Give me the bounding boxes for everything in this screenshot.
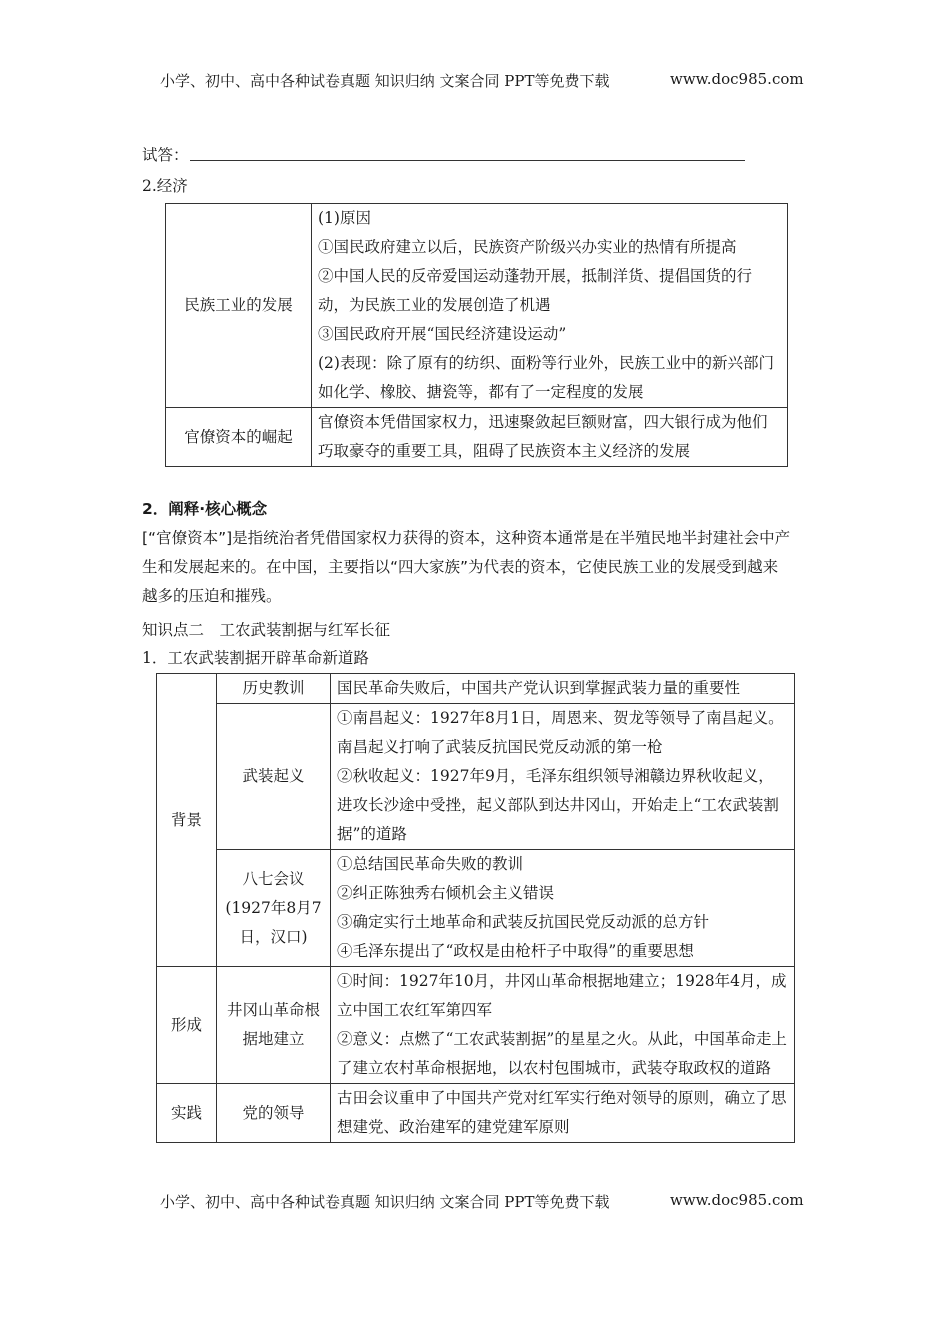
content-line: 古田会议重申了中国共产党对红军实行绝对领导的原则，确立了思想建党、政治建军的建党建军原则 <box>337 1089 787 1136</box>
footer-text: 小学、初中、高中各种试卷真题 知识归纳 文案合同 PPT等免费下载 <box>160 1193 610 1211</box>
table-row <box>157 850 795 967</box>
group-label-background: 背景 <box>157 674 217 967</box>
content-line: 官僚资本凭借国家权力，迅速聚敛起巨额财富，四大银行成为他们巧取豪夺的重要工具，阻碍了民族资本主义经济的发展 <box>318 413 768 460</box>
content-line: ①时间：1927年10月，井冈山革命根据地建立；1928年4月，成立中国工农红军第四军 <box>337 972 787 1019</box>
content-line: ④毛泽东提出了“政权是由枪杆子中取得”的重要思想 <box>337 942 694 960</box>
content-line: ③国民政府开展“国民经济建设运动” <box>318 325 567 343</box>
content-line: ②秋收起义：1927年9月，毛泽东组织领导湘赣边界秋收起义，进攻长沙途中受挫，起义部队到达井冈山，开始走上“工农武装割据”的道路 <box>337 767 779 843</box>
row-content <box>331 967 795 1084</box>
table-row <box>157 674 795 704</box>
content-line: ③确定实行土地革命和武装反抗国民党反动派的总方针 <box>337 913 710 931</box>
page-footer <box>160 1191 804 1212</box>
content-line: ②中国人民的反帝爱国运动蓬勃开展，抵制洋货、提倡国货的行动，为民族工业的发展创造了机遇 <box>318 267 753 314</box>
knowledge-subtitle: 1．工农武装割据开辟革命新道路 <box>142 649 369 667</box>
row-label: 八七会议(1927年8月7日，汉口) <box>217 850 331 967</box>
row-label: 历史教训 <box>217 674 331 704</box>
concept-title: 2．阐释·核心概念 <box>142 500 268 518</box>
table-row <box>166 408 788 467</box>
row-label: 武装起义 <box>217 704 331 850</box>
page-header <box>160 70 804 91</box>
concept-text: [“官僚资本”]是指统治者凭借国家权力获得的资本，这种资本通常是在半殖民地半封建社会中产生和发展起来的。在中国，主要指以“四大家族”为代表的资本，它使民族工业的发展受到越来越多的压迫和摧残。 <box>142 529 791 605</box>
header-text: 小学、初中、高中各种试卷真题 知识归纳 文案合同 PPT等免费下载 <box>160 72 610 90</box>
economy-row-content <box>312 204 788 408</box>
content-line: ①南昌起义：1927年8月1日，周恩来、贺龙等领导了南昌起义。南昌起义打响了武装反抗国民党反动派的第一枪 <box>337 709 784 756</box>
content-line: (2)表现：除了原有的纺织、面粉等行业外，民族工业中的新兴部门如化学、橡胶、搪瓷等，都有了一定程度的发展 <box>318 354 774 401</box>
content-line: 国民革命失败后，中国共产党认识到掌握武装力量的重要性 <box>337 679 741 697</box>
row-content <box>331 704 795 850</box>
row-content <box>331 674 795 704</box>
row-label: 井冈山革命根据地建立 <box>217 967 331 1084</box>
revolution-table <box>156 673 795 1143</box>
table-row <box>157 704 795 850</box>
group-label-practice: 实践 <box>157 1084 217 1143</box>
content-line: ①总结国民革命失败的教训 <box>337 855 524 873</box>
economy-row-content <box>312 408 788 467</box>
table-row <box>166 204 788 408</box>
row-label: 党的领导 <box>217 1084 331 1143</box>
group-label-formation: 形成 <box>157 967 217 1084</box>
knowledge-title: 知识点二 工农武装割据与红军长征 <box>142 621 391 639</box>
footer-url[interactable]: www.doc985.com <box>670 1191 804 1209</box>
table-row <box>157 967 795 1084</box>
answer-line[interactable] <box>190 160 745 161</box>
economy-row-label: 官僚资本的崛起 <box>166 408 312 467</box>
answer-label: 试答： <box>142 146 189 164</box>
content-line: ①国民政府建立以后，民族资产阶级兴办实业的热情有所提高 <box>318 238 737 256</box>
content-line: ②纠正陈独秀右倾机会主义错误 <box>337 884 555 902</box>
economy-row-label: 民族工业的发展 <box>166 204 312 408</box>
content-line: ②意义：点燃了“工农武装割据”的星星之火。从此，中国革命走上了建立农村革命根据地，以农村包围城市，武装夺取政权的道路 <box>337 1030 787 1077</box>
header-url[interactable]: www.doc985.com <box>670 70 804 88</box>
row-content <box>331 850 795 967</box>
table-row <box>157 1084 795 1143</box>
content-line: (1)原因 <box>318 209 371 227</box>
economy-table <box>165 203 788 467</box>
economy-title: 2.经济 <box>142 177 188 195</box>
row-content <box>331 1084 795 1143</box>
